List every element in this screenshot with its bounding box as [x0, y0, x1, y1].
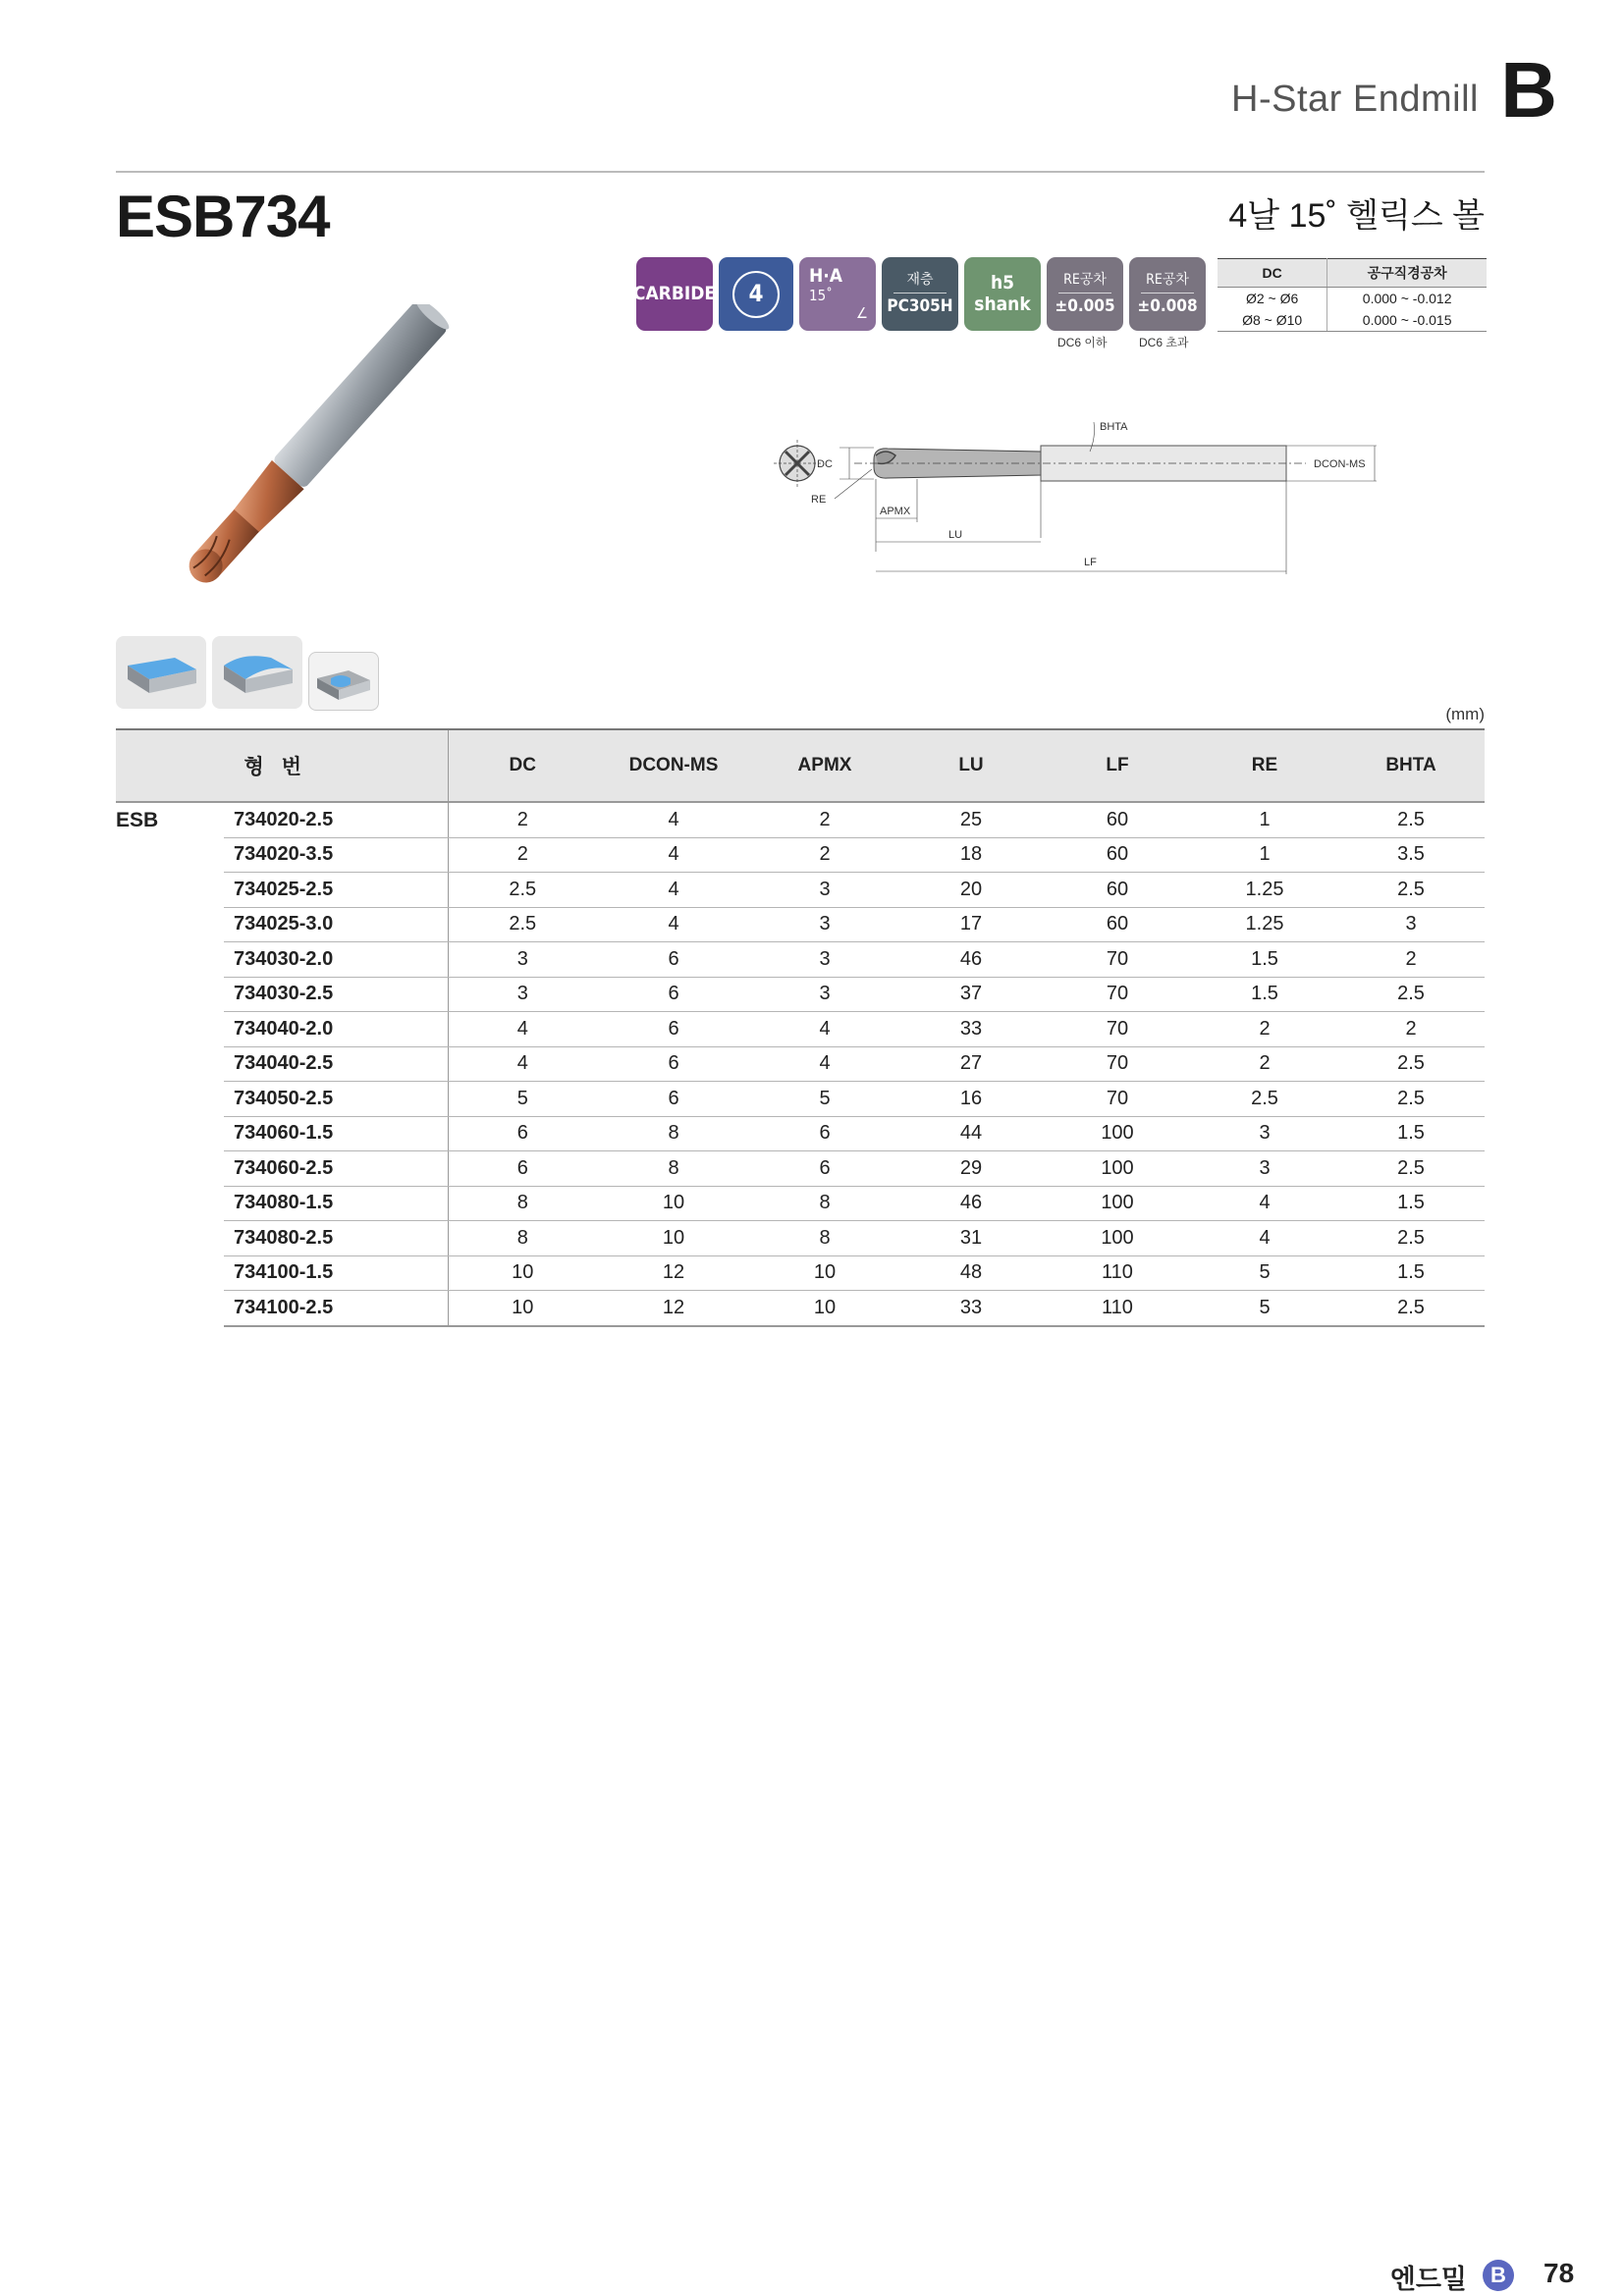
cell-lu: 46: [899, 1186, 1043, 1221]
cell-apmx: 3: [750, 977, 899, 1012]
tol-dc-range: Ø2 ~ Ø6: [1218, 288, 1327, 310]
cell-dc: 2.5: [448, 907, 597, 942]
carbide-badge: [632, 257, 717, 331]
footer-category: 엔드밀: [1389, 2265, 1467, 2294]
model-code: 734050-2.5: [224, 1082, 448, 1117]
section-title: H-Star Endmill: [1231, 79, 1479, 120]
cell-bhta: 1.5: [1337, 1186, 1485, 1221]
cell-apmx: 8: [750, 1221, 899, 1256]
header-divider: [116, 171, 1485, 173]
cell-dcon-ms: 6: [597, 1082, 750, 1117]
cell-bhta: 2.5: [1337, 977, 1485, 1012]
cell-lf: 60: [1043, 837, 1192, 873]
header-re: RE: [1192, 729, 1337, 802]
cell-lf: 60: [1043, 907, 1192, 942]
header-dc: DC: [448, 729, 597, 802]
series-label: ESB: [116, 809, 159, 831]
cell-re: 1.5: [1192, 942, 1337, 978]
table-row: [116, 873, 1485, 908]
specification-table: [116, 728, 1485, 1327]
cell-bhta: 2.5: [1337, 1221, 1485, 1256]
cell-re: 5: [1192, 1255, 1337, 1291]
cell-dcon-ms: 4: [597, 802, 750, 837]
model-code: 734060-1.5: [224, 1116, 448, 1151]
cell-lu: 33: [899, 1012, 1043, 1047]
angle-icon: ∠: [855, 304, 868, 323]
application-icon-contouring: [212, 636, 302, 709]
cell-dcon-ms: 10: [597, 1221, 750, 1256]
cell-lu: 27: [899, 1046, 1043, 1082]
re-tolerance-small-badge: [1047, 257, 1123, 331]
cell-lu: 17: [899, 907, 1043, 942]
model-code: 734040-2.0: [224, 1012, 448, 1047]
cell-bhta: 2.5: [1337, 1046, 1485, 1082]
cell-apmx: 5: [750, 1082, 899, 1117]
cell-apmx: 2: [750, 837, 899, 873]
cell-dc: 2: [448, 802, 597, 837]
cell-bhta: 3.5: [1337, 837, 1485, 873]
table-row: [116, 942, 1485, 978]
table-row: [116, 1221, 1485, 1256]
re-tol-value: ±0.005: [1055, 295, 1115, 316]
tol-header-dc: DC: [1218, 259, 1327, 288]
header-model-number: 형번: [116, 729, 448, 802]
header-apmx: APMX: [750, 729, 899, 802]
product-model: ESB734: [116, 184, 330, 249]
diagram-label-bhta: BHTA: [1100, 421, 1128, 433]
cell-re: 1: [1192, 837, 1337, 873]
cell-apmx: 4: [750, 1046, 899, 1082]
cell-bhta: 2: [1337, 942, 1485, 978]
cell-apmx: 6: [750, 1116, 899, 1151]
diagram-label-dcon: DCON-MS: [1314, 458, 1366, 470]
cell-bhta: 2.5: [1337, 1291, 1485, 1326]
section-letter: B: [1500, 46, 1557, 133]
dimension-diagram: [756, 412, 1384, 579]
re-tol-label: RE공차: [1063, 271, 1107, 288]
application-icon-pocketing: [308, 652, 379, 711]
table-row: [116, 1012, 1485, 1047]
shank-grade: h5: [990, 271, 1015, 294]
cell-lu: 16: [899, 1082, 1043, 1117]
model-code: 734030-2.5: [224, 977, 448, 1012]
cell-dc: 2: [448, 837, 597, 873]
cell-re: 1: [1192, 802, 1337, 837]
cell-dc: 8: [448, 1221, 597, 1256]
re-tol-value: ±0.008: [1137, 295, 1198, 316]
unit-label: (mm): [1445, 705, 1485, 723]
table-row: [116, 1046, 1485, 1082]
badge-note-large: DC6 초과: [1139, 336, 1189, 349]
cell-bhta: 1.5: [1337, 1116, 1485, 1151]
cell-bhta: 3: [1337, 907, 1485, 942]
tol-header-tolerance: 공구직경공차: [1327, 259, 1487, 288]
cell-re: 2.5: [1192, 1082, 1337, 1117]
cell-dcon-ms: 6: [597, 977, 750, 1012]
cell-lf: 100: [1043, 1116, 1192, 1151]
model-code: 734030-2.0: [224, 942, 448, 978]
cell-re: 4: [1192, 1186, 1337, 1221]
cell-re: 1.25: [1192, 907, 1337, 942]
cell-re: 1.25: [1192, 873, 1337, 908]
cell-bhta: 1.5: [1337, 1255, 1485, 1291]
cell-apmx: 3: [750, 907, 899, 942]
cell-lf: 110: [1043, 1255, 1192, 1291]
cell-re: 4: [1192, 1221, 1337, 1256]
application-icon-slotting: [116, 636, 206, 709]
cell-apmx: 6: [750, 1151, 899, 1187]
diagram-label-re: RE: [811, 494, 827, 506]
cell-lf: 70: [1043, 1046, 1192, 1082]
cell-lf: 70: [1043, 977, 1192, 1012]
diagram-label-lu: LU: [948, 529, 963, 541]
diagram-label-apmx: APMX: [880, 506, 911, 517]
cell-bhta: 2.5: [1337, 802, 1485, 837]
cell-dc: 4: [448, 1046, 597, 1082]
cell-dcon-ms: 4: [597, 873, 750, 908]
cell-lf: 70: [1043, 1082, 1192, 1117]
end-view-icon: [774, 440, 821, 487]
cell-lf: 100: [1043, 1151, 1192, 1187]
table-row: [116, 1255, 1485, 1291]
cell-bhta: 2.5: [1337, 1082, 1485, 1117]
cell-re: 3: [1192, 1151, 1337, 1187]
table-row: [116, 837, 1485, 873]
shank-label: shank: [974, 293, 1031, 315]
flute-count: 4: [748, 279, 764, 307]
cell-dc: 5: [448, 1082, 597, 1117]
endmill-product-image: [108, 304, 501, 609]
model-code: 734020-2.5: [224, 802, 448, 837]
cell-dc: 6: [448, 1116, 597, 1151]
cell-lu: 37: [899, 977, 1043, 1012]
table-row: [116, 977, 1485, 1012]
cell-dcon-ms: 12: [597, 1255, 750, 1291]
cell-lf: 100: [1043, 1186, 1192, 1221]
diagram-label-lf: LF: [1084, 557, 1097, 568]
cell-apmx: 3: [750, 942, 899, 978]
cell-dcon-ms: 8: [597, 1151, 750, 1187]
table-row: [116, 1082, 1485, 1117]
table-row: [116, 1151, 1485, 1187]
badge-note-small: DC6 이하: [1057, 336, 1108, 349]
tol-value: 0.000 ~ -0.012: [1362, 291, 1452, 306]
cell-apmx: 4: [750, 1012, 899, 1047]
table-row: [116, 1186, 1485, 1221]
cell-re: 2: [1192, 1012, 1337, 1047]
model-code: 734100-2.5: [224, 1291, 448, 1326]
cell-dcon-ms: 4: [597, 907, 750, 942]
cell-lu: 48: [899, 1255, 1043, 1291]
cell-dc: 6: [448, 1151, 597, 1187]
cell-apmx: 10: [750, 1255, 899, 1291]
cell-lf: 70: [1043, 1012, 1192, 1047]
tol-value: 0.000 ~ -0.015: [1327, 309, 1487, 332]
cell-dc: 8: [448, 1186, 597, 1221]
header-lu: LU: [899, 729, 1043, 802]
helix-angle-badge: [799, 257, 876, 331]
model-code: 734060-2.5: [224, 1151, 448, 1187]
cell-bhta: 2.5: [1337, 873, 1485, 908]
cell-lu: 20: [899, 873, 1043, 908]
tol-dc-range: Ø8 ~ Ø10: [1218, 309, 1327, 332]
model-code: 734100-1.5: [224, 1255, 448, 1291]
cell-lf: 100: [1043, 1221, 1192, 1256]
cell-dcon-ms: 6: [597, 1012, 750, 1047]
cell-lu: 18: [899, 837, 1043, 873]
cell-dc: 10: [448, 1255, 597, 1291]
cell-re: 3: [1192, 1116, 1337, 1151]
coating-value: PC305H: [887, 295, 953, 316]
cell-lf: 110: [1043, 1291, 1192, 1326]
coating-badge: [882, 257, 958, 331]
shank-badge: [964, 257, 1041, 331]
cell-dcon-ms: 8: [597, 1116, 750, 1151]
model-code: 734025-2.5: [224, 873, 448, 908]
cell-apmx: 3: [750, 873, 899, 908]
cell-re: 5: [1192, 1291, 1337, 1326]
cell-dc: 2.5: [448, 873, 597, 908]
header-dcon-ms: DCON-MS: [597, 729, 750, 802]
cell-apmx: 2: [750, 802, 899, 837]
cell-lf: 60: [1043, 873, 1192, 908]
cell-lu: 46: [899, 942, 1043, 978]
page-number: 78: [1543, 2258, 1575, 2288]
cell-lu: 25: [899, 802, 1043, 837]
model-code: 734020-3.5: [224, 837, 448, 873]
cell-lf: 70: [1043, 942, 1192, 978]
table-row: [116, 907, 1485, 942]
cell-re: 2: [1192, 1046, 1337, 1082]
product-subtitle: 4날 15˚ 헬릭스 볼: [1228, 197, 1485, 235]
cell-dc: 3: [448, 942, 597, 978]
cell-bhta: 2.5: [1337, 1151, 1485, 1187]
diameter-tolerance-table: [1218, 258, 1487, 332]
table-row: [116, 802, 1485, 837]
diagram-label-dc: DC: [817, 458, 833, 470]
model-code: 734080-2.5: [224, 1221, 448, 1256]
footer-section-badge: B: [1483, 2260, 1514, 2291]
header-lf: LF: [1043, 729, 1192, 802]
helix-value: 15˚: [809, 287, 833, 305]
helix-label: H·A: [809, 264, 843, 287]
cell-bhta: 2: [1337, 1012, 1485, 1047]
table-row: [116, 1291, 1485, 1326]
cell-lu: 33: [899, 1291, 1043, 1326]
model-code: 734080-1.5: [224, 1186, 448, 1221]
carbide-label: CARBIDE: [632, 282, 717, 304]
cell-lf: 60: [1043, 802, 1192, 837]
re-tol-label: RE공차: [1146, 271, 1189, 288]
table-row: [116, 1116, 1485, 1151]
model-code: 734040-2.5: [224, 1046, 448, 1082]
cell-lu: 44: [899, 1116, 1043, 1151]
cell-dcon-ms: 6: [597, 1046, 750, 1082]
cell-lu: 29: [899, 1151, 1043, 1187]
cell-dcon-ms: 6: [597, 942, 750, 978]
cell-re: 1.5: [1192, 977, 1337, 1012]
flute-icon: [732, 271, 780, 318]
header-bhta: BHTA: [1337, 729, 1485, 802]
cell-dc: 4: [448, 1012, 597, 1047]
model-code: 734025-3.0: [224, 907, 448, 942]
cell-lu: 31: [899, 1221, 1043, 1256]
cell-dcon-ms: 4: [597, 837, 750, 873]
cell-apmx: 8: [750, 1186, 899, 1221]
cell-apmx: 10: [750, 1291, 899, 1326]
flute-count-badge: [719, 257, 793, 331]
coating-label: 재층: [906, 271, 934, 288]
cell-dc: 10: [448, 1291, 597, 1326]
cell-dcon-ms: 10: [597, 1186, 750, 1221]
cell-dcon-ms: 12: [597, 1291, 750, 1326]
cell-dc: 3: [448, 977, 597, 1012]
re-tolerance-large-badge: [1129, 257, 1206, 331]
